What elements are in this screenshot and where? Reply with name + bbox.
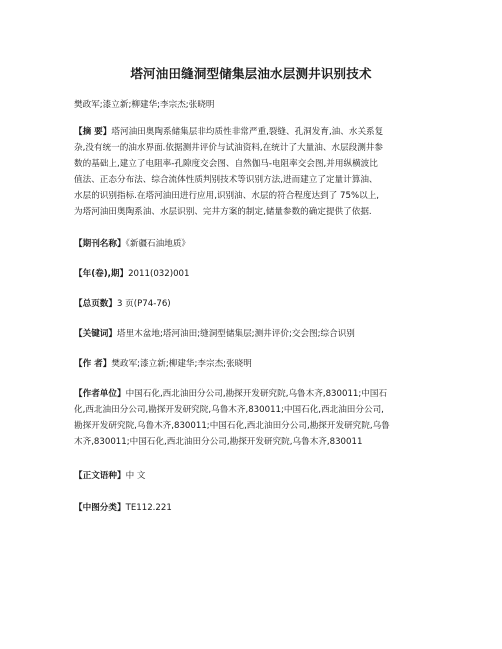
paper-title: 塔河油田缝洞型储集层油水层测井识别技术 (130, 66, 372, 81)
classification-value: TE112.221 (125, 503, 172, 513)
abstract-label: 【摘 要】 (74, 127, 112, 137)
author-label: 【作 者】 (74, 359, 112, 369)
author-value: 樊政军;漆立新;柳建华;李宗杰;张晓明 (111, 359, 252, 369)
journal-value: 《新疆石油地质》 (125, 239, 191, 249)
affiliation-line: 中国石化,西北油田分公司,勘探开发研究院,乌鲁木齐,830011;中国石 (125, 389, 388, 399)
year-label: 【年(卷),期】 (74, 269, 129, 279)
pages-field (74, 296, 430, 312)
abstract-line: 数的基础上,建立了电阻率-孔隙度交会图、自然伽马-电阻率交会图,并用纵横波比 (74, 159, 378, 169)
year-value: 2011(032)001 (128, 269, 190, 279)
author-line: 樊政军;漆立新;柳建华;李宗杰;张晓明 (74, 100, 215, 110)
abstract-section (74, 124, 430, 220)
keywords-label: 【关键词】 (74, 329, 117, 339)
affiliation-line: 木齐,830011;中国石化,西北油田分公司,勘探开发研究院,乌鲁木齐,830011 (74, 437, 363, 447)
classification-field (74, 500, 430, 516)
abstract-line: 塔河油田奥陶系储集层非均质性非常严重,裂缝、孔洞发育,油、水关系复 (111, 127, 384, 137)
classification-label: 【中图分类】 (74, 503, 126, 513)
keywords-value: 塔里木盆地;塔河油田;缝洞型储集层;测井评价;交会图;综合识别 (116, 329, 355, 339)
pages-value: 3 页(P74-76) (116, 299, 171, 309)
affiliation-label: 【作者单位】 (74, 389, 126, 399)
abstract-line: 水层的识别指标.在塔河油田进行应用,识别油、水层的符合程度达到了 75%以上, (74, 191, 380, 201)
abstract-line: 值法、正态分布法、综合流体性质判别技术等识别方法,进而建立了定量计算油、 (74, 175, 378, 185)
year-field (74, 266, 430, 282)
abstract-line: 杂,没有统一的油水界面.依据测井评价与试油资料,在统计了大量油、水层段测井参 (74, 143, 383, 153)
journal-field (74, 236, 430, 252)
language-value: 中 文 (125, 471, 146, 481)
keywords-field (74, 326, 430, 342)
language-label: 【正文语种】 (74, 471, 126, 481)
affiliation-line: 化,西北油田分公司,勘探开发研究院,乌鲁木齐,830011;中国石化,西北油田分公司, (74, 405, 384, 415)
journal-label: 【期刊名称】 (74, 239, 126, 249)
author-field (74, 356, 430, 372)
pages-label: 【总页数】 (74, 299, 117, 309)
affiliation-line: 勘探开发研究院,乌鲁木齐,830011;中国石化,西北油田分公司,勘探开发研究院,乌鲁 (74, 421, 390, 431)
language-field (74, 468, 430, 484)
affiliation-section (74, 386, 430, 450)
abstract-line: 为塔河油田奥陶系油、水层识别、完井方案的制定,储量参数的确定提供了依据. (74, 207, 372, 217)
